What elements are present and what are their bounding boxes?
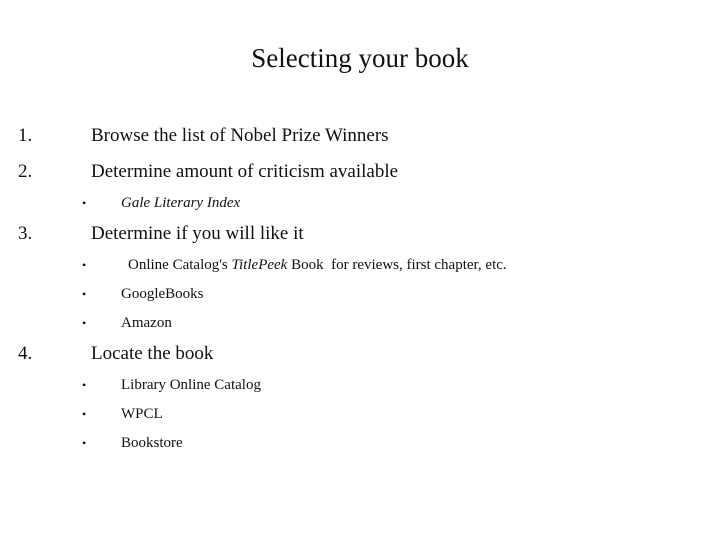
step-number: 2. [18,161,33,182]
bullet-icon: • [82,436,87,450]
list-item: WPCL [121,406,163,422]
bullet-icon: • [82,196,87,210]
step-text: Locate the book [91,343,214,364]
bullet-icon: • [82,407,87,421]
bullet-icon: • [82,316,87,330]
bullet-icon: • [82,258,87,272]
bullet-icon: • [82,378,87,392]
step-text: Determine if you will like it [91,223,304,244]
step-number: 1. [18,125,33,146]
list-item [128,256,507,274]
page-title: Selecting your book [251,43,469,73]
step-text: Browse the list of Nobel Prize Winners [91,125,389,146]
list-item-text: Book for reviews, first chapter, etc. [287,257,507,273]
bullet-icon: • [82,287,87,301]
list-item-emphasis: TitlePeek [231,257,288,273]
list-item: Gale Literary Index [121,195,241,211]
step-text: Determine amount of criticism available [91,161,399,182]
list-item: Amazon [121,315,172,331]
step-number: 4. [18,343,33,364]
list-item: Library Online Catalog [121,377,261,393]
list-item: Bookstore [121,435,183,451]
step-number: 3. [18,223,33,244]
list-item: GoogleBooks [121,286,204,302]
list-item-text: Online Catalog's [128,257,232,273]
